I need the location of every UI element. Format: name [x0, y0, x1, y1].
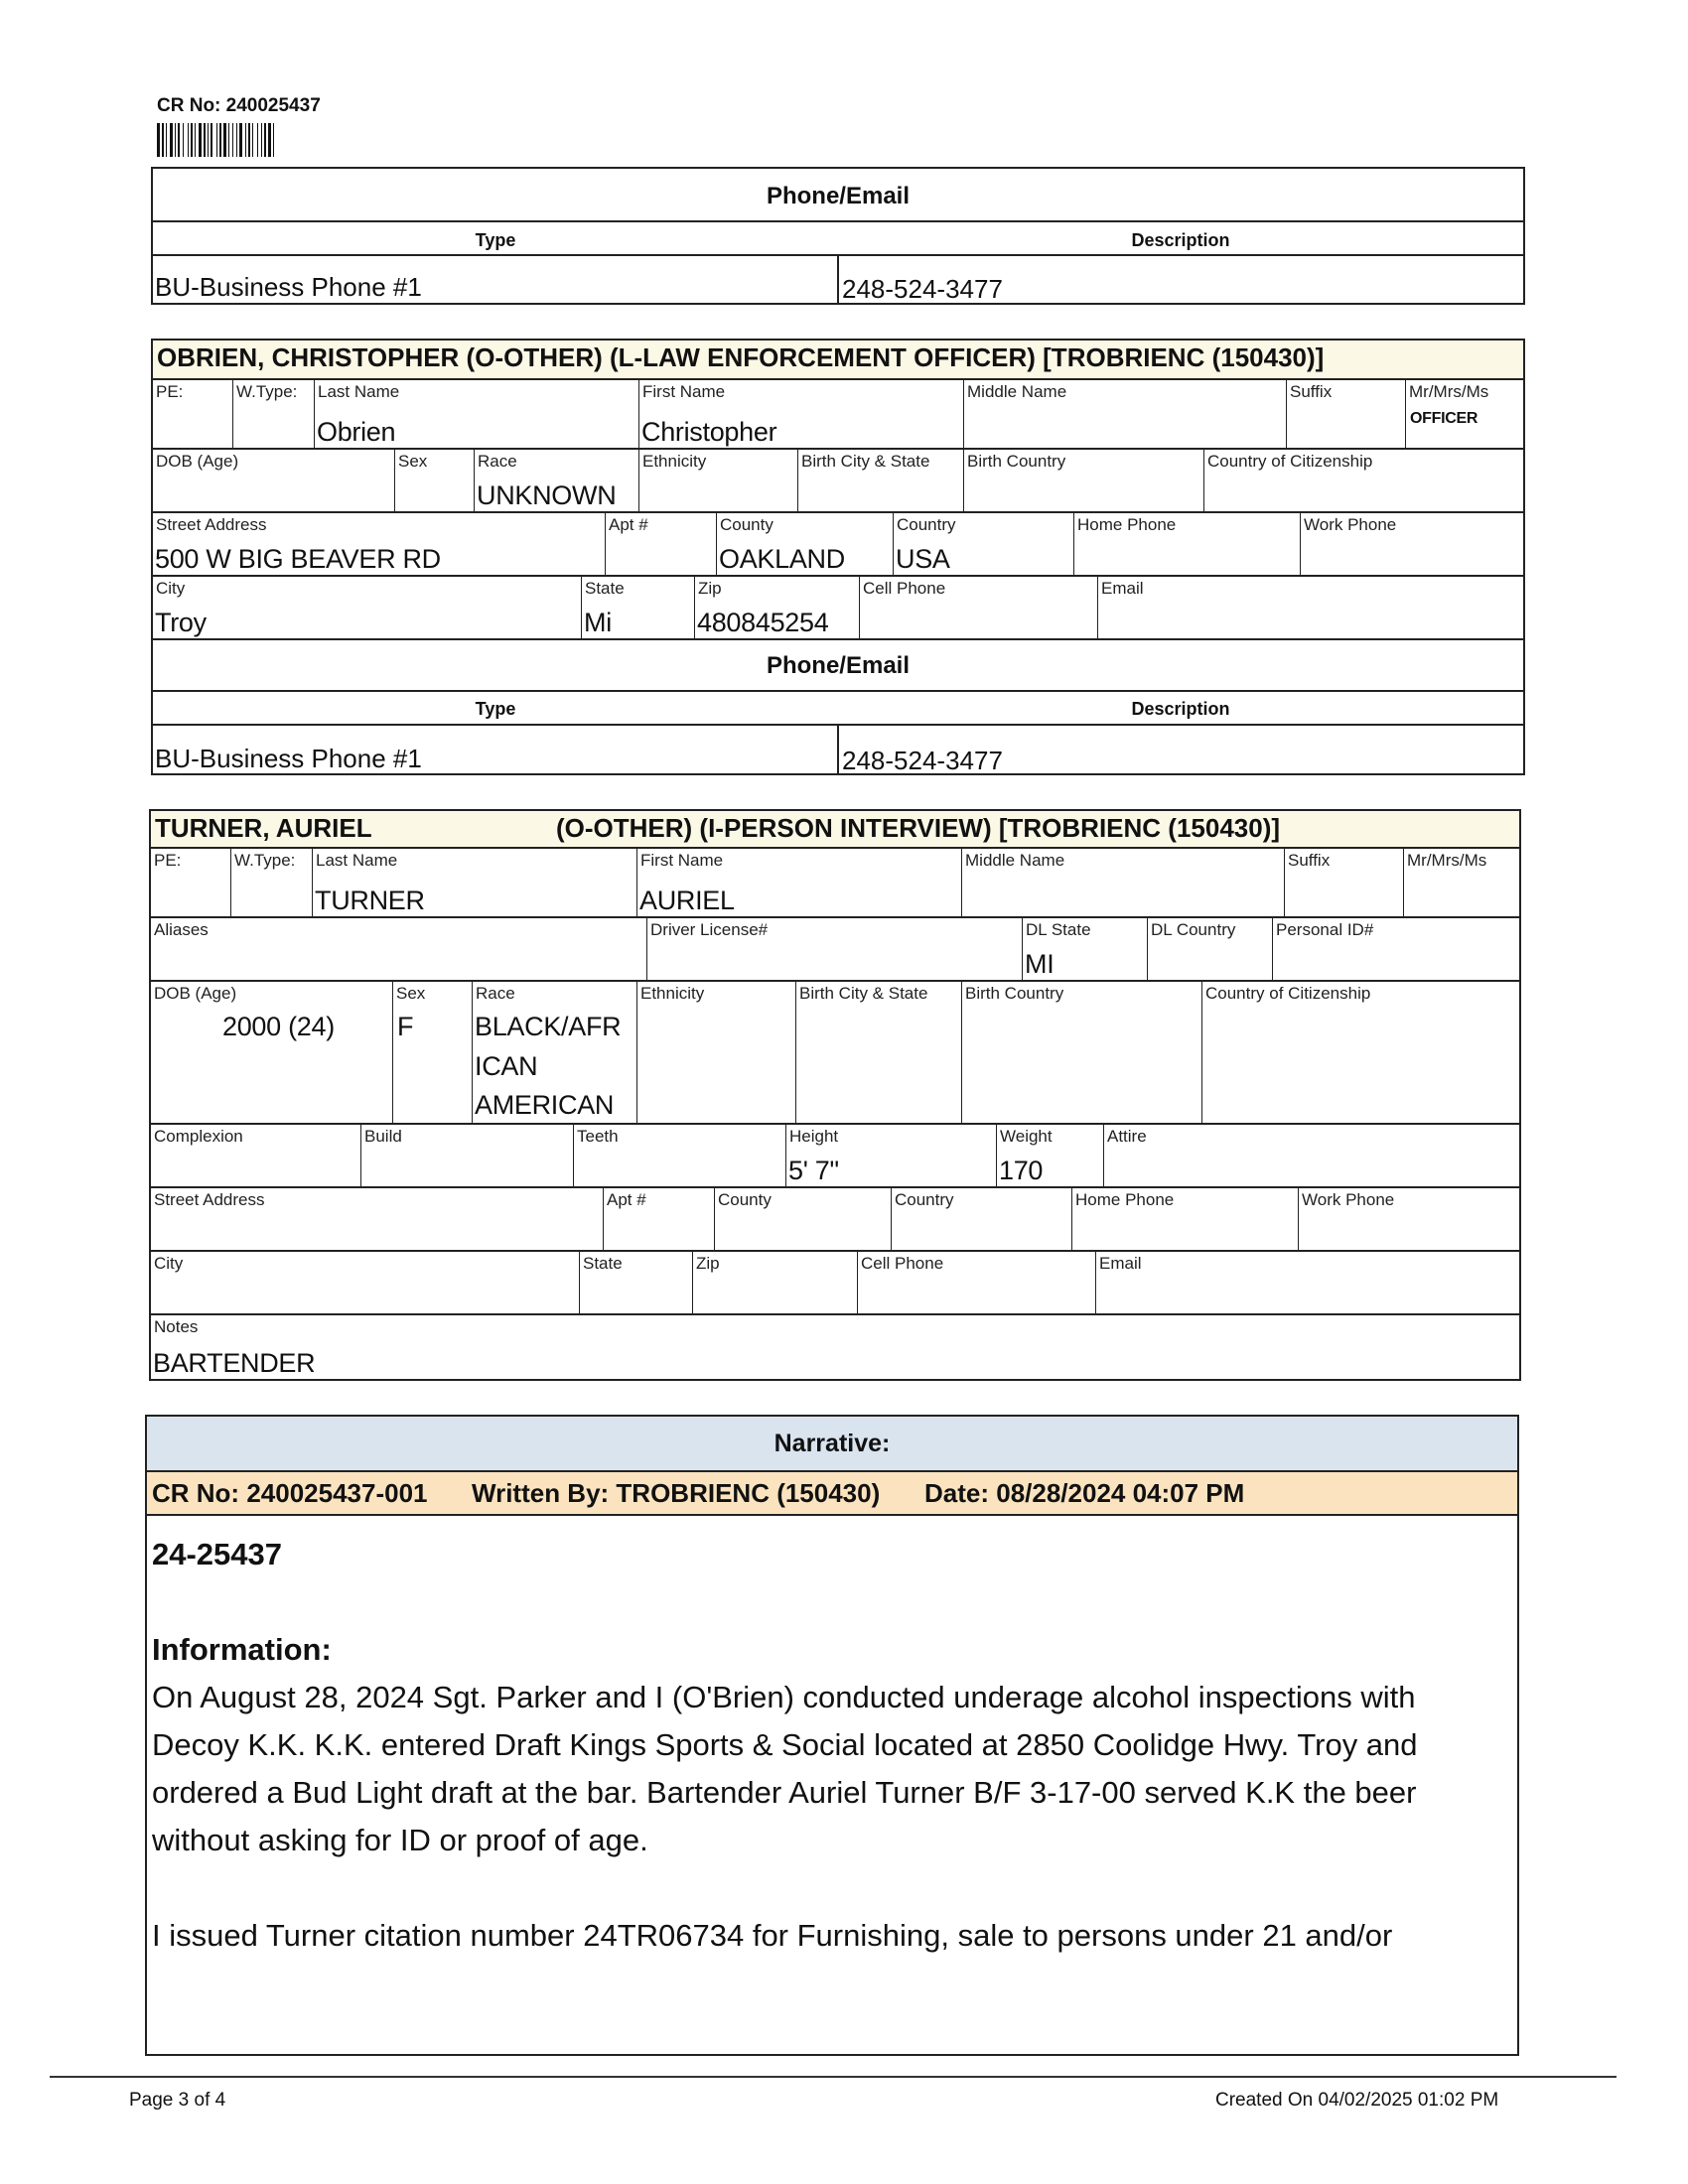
weight-label: Weight: [1000, 1127, 1053, 1146]
citizenship-label: Country of Citizenship: [1205, 984, 1371, 1003]
pe-label: PE:: [154, 851, 182, 870]
race-label: Race: [478, 452, 517, 471]
cr-number-header: CR No: 240025437: [157, 95, 321, 116]
weight-value: 170: [999, 1156, 1044, 1185]
person-title-name: TURNER, AURIEL: [155, 813, 372, 843]
apt-label: Apt #: [607, 1190, 646, 1209]
work-phone-label: Work Phone: [1304, 515, 1397, 534]
work-phone-label: Work Phone: [1302, 1190, 1395, 1209]
created-on: Created On 04/02/2025 01:02 PM: [1215, 2090, 1499, 2111]
race-value: UNKNOWN: [477, 480, 617, 510]
city-label: City: [156, 579, 186, 598]
title-prefix-label: Mr/Mrs/Ms: [1407, 851, 1487, 870]
zip-label: Zip: [698, 579, 722, 598]
birth-country-label: Birth Country: [967, 452, 1066, 471]
pe-label: PE:: [156, 382, 184, 401]
person-title: OBRIEN, CHRISTOPHER (O-OTHER) (L-LAW ENFORCEMENT OFFICER) [TROBRIENC (150430)]: [157, 342, 1325, 372]
narrative-section: [145, 1415, 1519, 2056]
zip-value: 480845254: [697, 608, 829, 637]
country-label: Country: [895, 1190, 954, 1209]
citizenship-label: Country of Citizenship: [1207, 452, 1373, 471]
county-label: County: [718, 1190, 772, 1209]
street-label: Street Address: [154, 1190, 265, 1209]
zip-label: Zip: [696, 1254, 720, 1273]
home-phone-label: Home Phone: [1077, 515, 1177, 534]
narrative-date: Date: 08/28/2024 04:07 PM: [924, 1478, 1245, 1508]
state-label: State: [583, 1254, 623, 1273]
dl-state-value: MI: [1025, 949, 1055, 979]
dob-label: DOB (Age): [154, 984, 237, 1003]
phone-type-value: BU-Business Phone #1: [155, 272, 422, 302]
last-name-value: TURNER: [315, 886, 425, 915]
notes-value: BARTENDER: [153, 1348, 316, 1378]
wtype-label: W.Type:: [236, 382, 298, 401]
footer-divider: [50, 2076, 1617, 2078]
last-name-label: Last Name: [316, 851, 398, 870]
birth-city-label: Birth City & State: [799, 984, 928, 1003]
person-section-obrien: [151, 339, 1525, 775]
information-heading: Information:: [152, 1632, 332, 1667]
narrative-paragraph-1: On August 28, 2024 Sgt. Parker and I (O'Brien) conducted underage alcohol inspections with Decoy K.K. K.K. entered Draft Kings Sports & Social located at 2850 Coolidge Hwy. Troy and ordered a Bud Light draft at the bar. Bartender Auriel Turner B/F 3-17-00 served K.K the beer without asking for ID or proof of age.: [152, 1680, 1418, 1857]
state-label: State: [585, 579, 625, 598]
type-column-header: Type: [475, 699, 516, 719]
street-label: Street Address: [156, 515, 267, 534]
title-prefix-value: OFFICER: [1410, 410, 1478, 427]
person-title-rest: (O-OTHER) (I-PERSON INTERVIEW) [TROBRIENC (150430)]: [556, 813, 1281, 843]
page-number: Page 3 of 4: [129, 2090, 226, 2111]
description-column-header: Description: [1131, 230, 1230, 250]
ethnicity-label: Ethnicity: [640, 984, 705, 1003]
description-column-header: Description: [1131, 699, 1230, 719]
suffix-label: Suffix: [1288, 851, 1331, 870]
title-prefix-label: Mr/Mrs/Ms: [1409, 382, 1489, 401]
dob-label: DOB (Age): [156, 452, 239, 471]
phone-email-subtitle: Phone/Email: [766, 652, 911, 679]
city-value: Troy: [155, 608, 207, 637]
suffix-label: Suffix: [1290, 382, 1333, 401]
race-value-line2: ICAN: [475, 1051, 538, 1081]
personal-id-label: Personal ID#: [1276, 920, 1374, 939]
teeth-label: Teeth: [577, 1127, 619, 1146]
sex-label: Sex: [398, 452, 428, 471]
apt-label: Apt #: [609, 515, 648, 534]
attire-label: Attire: [1107, 1127, 1147, 1146]
phone-description-value: 248-524-3477: [842, 746, 1003, 775]
last-name-label: Last Name: [318, 382, 400, 401]
type-column-header: Type: [475, 230, 516, 250]
ethnicity-label: Ethnicity: [642, 452, 707, 471]
driver-license-label: Driver License#: [650, 920, 769, 939]
cell-phone-label: Cell Phone: [863, 579, 946, 598]
city-label: City: [154, 1254, 184, 1273]
narrative-paragraph-2: I issued Turner citation number 24TR06734 for Furnishing, sale to persons under 21 and/or: [152, 1918, 1393, 1953]
narrative-body: [152, 1531, 1507, 1960]
birth-city-label: Birth City & State: [801, 452, 930, 471]
first-name-value: AURIEL: [639, 886, 735, 915]
complexion-label: Complexion: [154, 1127, 243, 1146]
home-phone-label: Home Phone: [1075, 1190, 1175, 1209]
country-label: Country: [897, 515, 956, 534]
build-label: Build: [364, 1127, 402, 1146]
height-label: Height: [789, 1127, 839, 1146]
phone-email-section-1: [151, 167, 1525, 305]
last-name-value: Obrien: [317, 417, 396, 447]
county-value: OAKLAND: [719, 544, 845, 574]
email-label: Email: [1101, 579, 1144, 598]
height-value: 5' 7": [788, 1156, 839, 1185]
first-name-value: Christopher: [641, 417, 777, 447]
phone-description-value: 248-524-3477: [842, 274, 1003, 304]
notes-label: Notes: [154, 1317, 199, 1336]
middle-name-label: Middle Name: [965, 851, 1065, 870]
narrative-title: Narrative:: [774, 1430, 891, 1457]
first-name-label: First Name: [642, 382, 726, 401]
wtype-label: W.Type:: [234, 851, 296, 870]
county-label: County: [720, 515, 774, 534]
country-value: USA: [896, 544, 950, 574]
sex-value: F: [397, 1012, 414, 1041]
section-title: Phone/Email: [766, 183, 911, 209]
race-value-line3: AMERICAN: [475, 1090, 615, 1120]
narrative-written-by: Written By: TROBRIENC (150430): [472, 1478, 881, 1508]
sex-label: Sex: [396, 984, 426, 1003]
email-label: Email: [1099, 1254, 1142, 1273]
narrative-cr-number: CR No: 240025437-001: [152, 1478, 428, 1508]
phone-type-value: BU-Business Phone #1: [155, 744, 422, 773]
dob-value: 2000 (24): [222, 1012, 335, 1041]
dl-country-label: DL Country: [1151, 920, 1236, 939]
cell-phone-label: Cell Phone: [861, 1254, 944, 1273]
street-value: 500 W BIG BEAVER RD: [155, 544, 441, 574]
middle-name-label: Middle Name: [967, 382, 1067, 401]
dl-state-label: DL State: [1026, 920, 1091, 939]
birth-country-label: Birth Country: [965, 984, 1064, 1003]
aliases-label: Aliases: [154, 920, 209, 939]
barcode: [157, 123, 425, 157]
case-number: 24-25437: [152, 1537, 283, 1571]
first-name-label: First Name: [640, 851, 724, 870]
race-label: Race: [476, 984, 515, 1003]
person-section-turner: [149, 809, 1521, 1381]
state-value: Mi: [584, 608, 612, 637]
race-value-line1: BLACK/AFR: [475, 1012, 622, 1041]
